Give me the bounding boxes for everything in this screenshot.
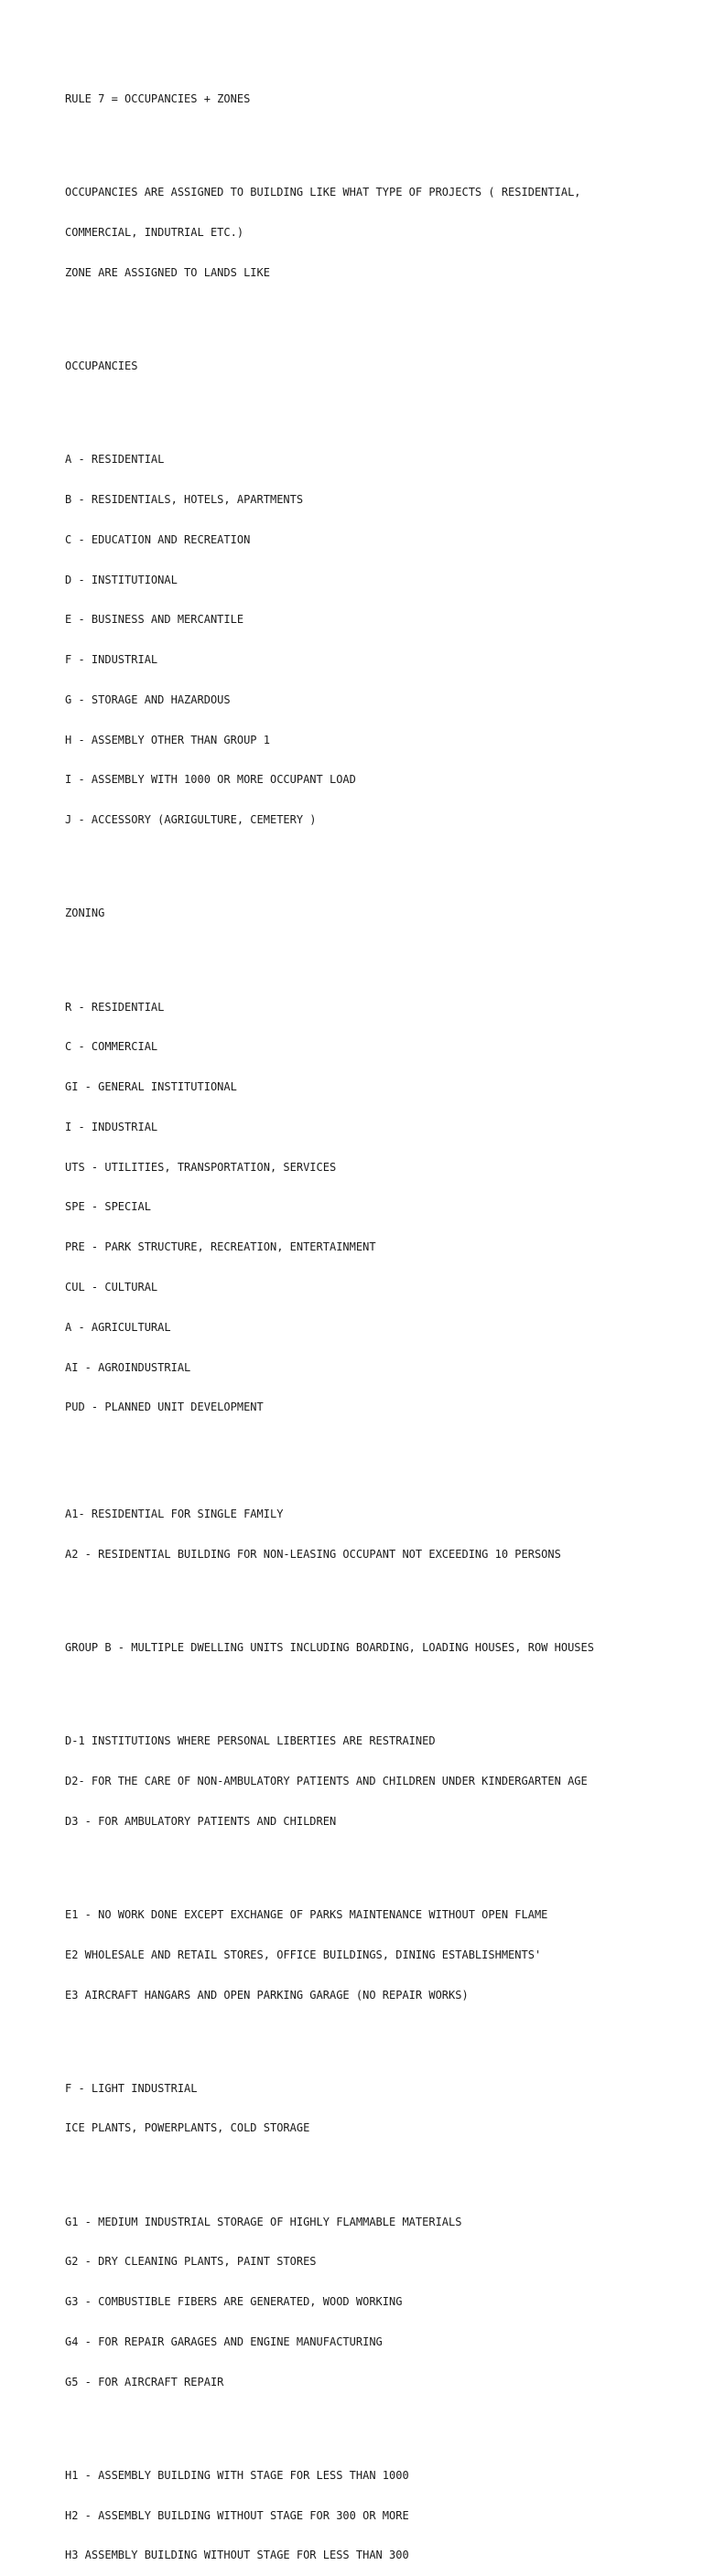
group-g-item: G1 - MEDIUM INDUSTRIAL STORAGE OF HIGHLY FLAMMABLE MATERIALS: [65, 2215, 462, 2228]
spacer: [65, 853, 687, 867]
zoning-item: PRE - PARK STRUCTURE, RECREATION, ENTERTAINMENT: [65, 1240, 376, 1254]
spacer: [65, 2162, 687, 2175]
intro-line: ZONE ARE ASSIGNED TO LANDS LIKE: [65, 265, 270, 279]
spacer: [65, 1441, 687, 1467]
spacer: [65, 1588, 687, 1602]
group-e-item: E1 - NO WORK DONE EXCEPT EXCHANGE OF PARKS MAINTENANCE WITHOUT OPEN FLAME: [65, 1907, 548, 1921]
group-a-item: A1- RESIDENTIAL FOR SINGLE FAMILY: [65, 1508, 284, 1521]
spacer: [65, 1855, 687, 1869]
document-title: RULE 7 = OCCUPANCIES + ZONES: [65, 92, 251, 106]
group-a-item: A2 - RESIDENTIAL BUILDING FOR NON-LEASING OCCUPANT NOT EXCEEDING 10 PERSONS: [65, 1547, 561, 1561]
spacer: [65, 1681, 687, 1695]
spacer: [65, 133, 687, 146]
group-g-item: G3 - COMBUSTIBLE FIBERS ARE GENERATED, WOOD WORKING: [65, 2295, 403, 2309]
occupancy-item: D - INSTITUTIONAL: [65, 573, 178, 586]
occupancy-item: C - EDUCATION AND RECREATION: [65, 532, 251, 546]
document-page: [65, 66, 687, 2576]
zoning-item: AI - AGROINDUSTRIAL: [65, 1360, 191, 1374]
spacer: [65, 2416, 687, 2430]
zoning-heading: ZONING: [65, 907, 105, 920]
zoning-item: GI - GENERAL INSTITUTIONAL: [65, 1080, 237, 1094]
group-h-item: H2 - ASSEMBLY BUILDING WITHOUT STAGE FOR 300 OR MORE: [65, 2508, 409, 2522]
zoning-item: PUD - PLANNED UNIT DEVELOPMENT: [65, 1401, 264, 1414]
zoning-item: CUL - CULTURAL: [65, 1281, 158, 1294]
spacer: [65, 947, 687, 961]
occupancy-item: A - RESIDENTIAL: [65, 453, 165, 467]
intro-line: COMMERCIAL, INDUTRIAL ETC.): [65, 226, 244, 240]
group-f-item: F - LIGHT INDUSTRIAL: [65, 2081, 198, 2095]
occupancies-heading: OCCUPANCIES: [65, 360, 138, 373]
zoning-item: I - INDUSTRIAL: [65, 1120, 158, 1133]
group-e-item: E3 AIRCRAFT HANGARS AND OPEN PARKING GARAGE (NO REPAIR WORKS): [65, 1988, 469, 2002]
spacer: [65, 400, 687, 413]
group-g-item: G4 - FOR REPAIR GARAGES AND ENGINE MANUFACTURING: [65, 2334, 383, 2348]
occupancy-item: H - ASSEMBLY OTHER THAN GROUP 1: [65, 733, 270, 746]
zoning-item: C - COMMERCIAL: [65, 1040, 158, 1054]
group-e-item: E2 WHOLESALE AND RETAIL STORES, OFFICE BUILDINGS, DINING ESTABLISHMENTS': [65, 1948, 542, 1961]
group-g-item: G2 - DRY CLEANING PLANTS, PAINT STORES: [65, 2255, 317, 2269]
group-d-item: D2- FOR THE CARE OF NON-AMBULATORY PATIENTS AND CHILDREN UNDER KINDERGARTEN AGE: [65, 1775, 588, 1787]
group-h-item: H3 ASSEMBLY BUILDING WITHOUT STAGE FOR LESS THAN 300: [65, 2549, 409, 2562]
group-g-item: G5 - FOR AIRCRAFT REPAIR: [65, 2375, 224, 2388]
occupancy-item: B - RESIDENTIALS, HOTELS, APARTMENTS: [65, 493, 304, 506]
occupancy-item: E - BUSINESS AND MERCANTILE: [65, 613, 244, 627]
zoning-item: UTS - UTILITIES, TRANSPORTATION, SERVICES: [65, 1160, 337, 1174]
spacer: [65, 2028, 687, 2042]
spacer: [65, 306, 687, 320]
group-f-item: ICE PLANTS, POWERPLANTS, COLD STORAGE: [65, 2121, 310, 2135]
group-d-item: D-1 INSTITUTIONS WHERE PERSONAL LIBERTIES ARE RESTRAINED: [65, 1734, 436, 1748]
zoning-item: R - RESIDENTIAL: [65, 1000, 165, 1014]
group-b-item: GROUP B - MULTIPLE DWELLING UNITS INCLUDING BOARDING, LOADING HOUSES, ROW HOUSES: [65, 1641, 594, 1655]
group-h-item: H1 - ASSEMBLY BUILDING WITH STAGE FOR LESS THAN 1000: [65, 2468, 409, 2482]
occupancy-item: J - ACCESSORY (AGRIGULTURE, CEMETERY ): [65, 813, 317, 827]
occupancy-item: F - INDUSTRIAL: [65, 653, 158, 667]
occupancy-item: I - ASSEMBLY WITH 1000 OR MORE OCCUPANT LOAD: [65, 773, 356, 787]
intro-line: OCCUPANCIES ARE ASSIGNED TO BUILDING LIKE WHAT TYPE OF PROJECTS ( RESIDENTIAL,: [65, 186, 581, 199]
group-d-item: D3 - FOR AMBULATORY PATIENTS AND CHILDREN: [65, 1814, 337, 1828]
zoning-item: A - AGRICULTURAL: [65, 1320, 171, 1334]
occupancy-item: G - STORAGE AND HAZARDOUS: [65, 692, 231, 706]
zoning-item: SPE - SPECIAL: [65, 1200, 151, 1214]
